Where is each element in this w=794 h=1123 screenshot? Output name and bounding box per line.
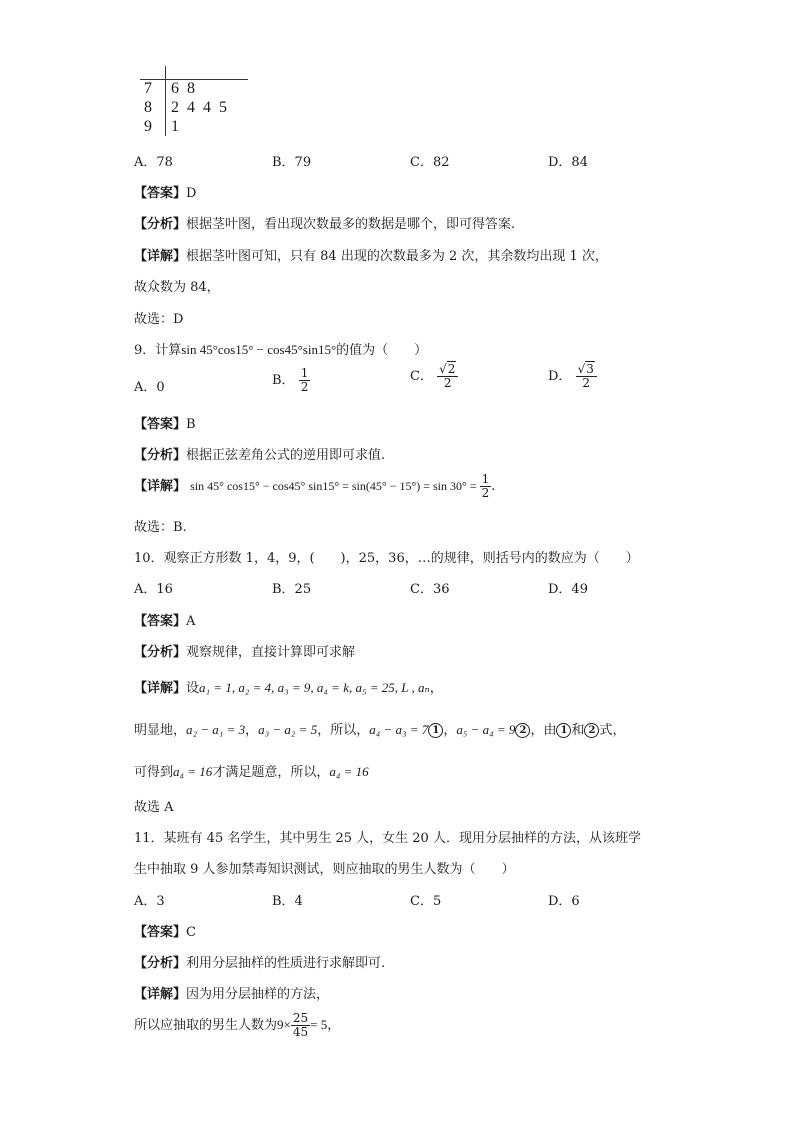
answer-tag: 【答案】 xyxy=(134,417,187,432)
q11-option-d: D．6 xyxy=(548,894,580,909)
text: 明显地， xyxy=(134,723,187,738)
q9-option-b xyxy=(272,367,310,394)
numerator: 1 xyxy=(300,366,309,380)
analysis-tag: 【分析】 xyxy=(134,956,187,971)
option-label: B． xyxy=(272,373,295,388)
denominator: 2 xyxy=(481,486,490,500)
stem-leaf-plot xyxy=(140,66,250,136)
circled-number-icon: 1 xyxy=(556,723,571,738)
answer-value: C xyxy=(186,925,196,940)
fraction xyxy=(299,367,311,394)
expression: a₄ = 16 xyxy=(329,764,369,779)
q9-option-a: A．0 xyxy=(134,380,165,395)
expression: a₂ − a₁ = 3 xyxy=(186,722,246,737)
analysis-text: 利用分层抽样的性质进行求解即可. xyxy=(186,956,386,971)
stem-divider xyxy=(165,66,166,136)
leaf-values: 2 4 4 5 xyxy=(171,99,227,116)
circled-number-icon: 2 xyxy=(515,723,530,738)
q8-option-a: A．78 xyxy=(134,155,173,170)
q8-option-c: C．82 xyxy=(410,155,450,170)
fraction xyxy=(576,363,597,390)
expression: a₄ − a₃ = 7 xyxy=(369,722,429,737)
numerator xyxy=(437,363,458,377)
detail-expression: a₁ = 1, a₂ = 4, a₃ = 9, a₄ = k, a₅ = 25, L , aₙ xyxy=(199,680,430,695)
q10-option-c: C．36 xyxy=(410,582,450,597)
q9-stem-expression: sin 45°cos15° − cos45°sin15° xyxy=(181,342,337,357)
sqrt-icon: √3 xyxy=(577,362,594,376)
sqrt-icon: √2 xyxy=(439,362,456,376)
q11-detail xyxy=(134,983,329,1002)
q10-stem: 10．观察正方形数 1，4，9，( )，25，36，…的规律，则括号内的数应为（ ） xyxy=(134,551,639,566)
denominator: 2 xyxy=(300,380,309,394)
detail-tag: 【详解】 xyxy=(134,987,187,1002)
detail-end: ， xyxy=(429,681,443,696)
detail-tag: 【详解】 xyxy=(134,681,187,696)
detail-end: . xyxy=(491,479,496,494)
q8-analysis xyxy=(134,213,515,232)
answer-value: A xyxy=(186,614,196,629)
text: ，所以， xyxy=(317,723,370,738)
numerator: 25 xyxy=(292,1011,309,1025)
analysis-text: 根据茎叶图，看出现次数最多的数据是哪个，即可得答案. xyxy=(186,217,516,232)
q11-option-b: B．4 xyxy=(272,894,303,909)
q10-option-b: B．25 xyxy=(272,582,312,597)
detail-text: 根据茎叶图可知，只有 84 出现的次数最多为 2 次，其余数均出现 1 次， xyxy=(186,249,608,264)
analysis-tag: 【分析】 xyxy=(134,645,187,660)
analysis-tag: 【分析】 xyxy=(134,448,187,463)
text: ， xyxy=(443,723,457,738)
answer-value: D xyxy=(186,186,197,201)
detail-prefix: 设 xyxy=(186,681,200,696)
analysis-tag: 【分析】 xyxy=(134,217,187,232)
q11-option-a: A．3 xyxy=(134,894,165,909)
detail-tag: 【详解】 xyxy=(134,479,187,494)
q10-option-a: A．16 xyxy=(134,582,173,597)
numerator xyxy=(576,363,597,377)
q11-detail-line2 xyxy=(134,1012,340,1039)
q9-analysis xyxy=(134,444,385,463)
denominator: 2 xyxy=(443,376,452,390)
text: ，由 xyxy=(530,723,557,738)
option-label: D． xyxy=(548,369,572,384)
q11-stem-line2: 生中抽取 9 人参加禁毒知识测试，则应抽取的男生人数为（ ） xyxy=(134,862,515,877)
stem-value: 7 xyxy=(144,80,152,97)
q10-detail xyxy=(134,677,443,696)
q8-option-d: D．84 xyxy=(548,155,588,170)
q8-answer xyxy=(134,182,196,201)
q10-detail-line2 xyxy=(134,719,625,738)
q9-stem xyxy=(134,339,427,358)
q11-analysis xyxy=(134,952,385,971)
text: 才满足题意，所以， xyxy=(212,765,330,780)
answer-value: B xyxy=(186,417,196,432)
expression: a₃ − a₂ = 5 xyxy=(258,722,318,737)
analysis-text: 根据正弦差角公式的逆用即可求值. xyxy=(186,448,386,463)
text: ， xyxy=(327,1018,341,1033)
radicand: 2 xyxy=(447,362,456,376)
q8-choose: 故选：D xyxy=(134,312,184,327)
analysis-text: 观察规律，直接计算即可求解 xyxy=(186,645,356,660)
text: 所以应抽取的男生人数为 xyxy=(134,1018,278,1033)
fraction xyxy=(480,473,492,500)
denominator: 2 xyxy=(582,376,591,390)
q10-detail-line3 xyxy=(134,761,369,780)
q10-answer xyxy=(134,610,195,629)
detail-expression: sin 45° cos15° − cos45° sin15° = sin(45° − 15°) = sin 30° = xyxy=(190,479,480,493)
stem-value: 8 xyxy=(144,99,152,116)
answer-tag: 【答案】 xyxy=(134,614,187,629)
q9-stem-suffix: 的值为（ ） xyxy=(336,343,428,358)
q9-option-d xyxy=(548,363,597,390)
q10-choose: 故选 A xyxy=(134,800,174,815)
q10-option-d: D．49 xyxy=(548,582,588,597)
text: 可得到 xyxy=(134,765,174,780)
fraction xyxy=(291,1012,310,1039)
q9-detail xyxy=(134,473,495,500)
text: 式， xyxy=(599,723,626,738)
q8-option-b: B．79 xyxy=(272,155,312,170)
expression: = 5 xyxy=(310,1017,328,1032)
option-label: C． xyxy=(410,369,433,384)
expression: a₄ = 16 xyxy=(173,764,213,779)
radicand: 3 xyxy=(586,362,594,376)
q9-choose: 故选：B. xyxy=(134,520,187,535)
q11-stem-line1: 11．某班有 45 名学生，其中男生 25 人，女生 20 人．现用分层抽样的方法，从该班学 xyxy=(134,831,641,846)
fraction xyxy=(437,363,458,390)
circled-number-icon: 1 xyxy=(428,723,443,738)
answer-tag: 【答案】 xyxy=(134,186,187,201)
leaf-values: 1 xyxy=(171,118,179,135)
expression: a₅ − a₄ = 9 xyxy=(456,722,516,737)
detail-tag: 【详解】 xyxy=(134,249,187,264)
numerator: 1 xyxy=(481,472,490,486)
stem-value: 9 xyxy=(144,118,152,135)
denominator: 45 xyxy=(292,1025,309,1039)
text: 和 xyxy=(571,723,585,738)
q9-option-c xyxy=(410,363,458,390)
q8-detail-line2: 故众数为 84， xyxy=(134,280,220,295)
expression: 9× xyxy=(277,1017,291,1032)
leaf-values: 6 8 xyxy=(171,80,195,97)
q11-option-c: C．5 xyxy=(410,894,442,909)
q11-answer xyxy=(134,921,196,940)
text: ， xyxy=(245,723,259,738)
answer-tag: 【答案】 xyxy=(134,925,187,940)
q10-analysis xyxy=(134,641,355,660)
q8-detail xyxy=(134,245,608,264)
circled-number-icon: 2 xyxy=(584,723,599,738)
detail-text: 因为用分层抽样的方法， xyxy=(186,987,330,1002)
q9-answer xyxy=(134,413,196,432)
q9-stem-prefix: 9．计算 xyxy=(134,343,182,358)
